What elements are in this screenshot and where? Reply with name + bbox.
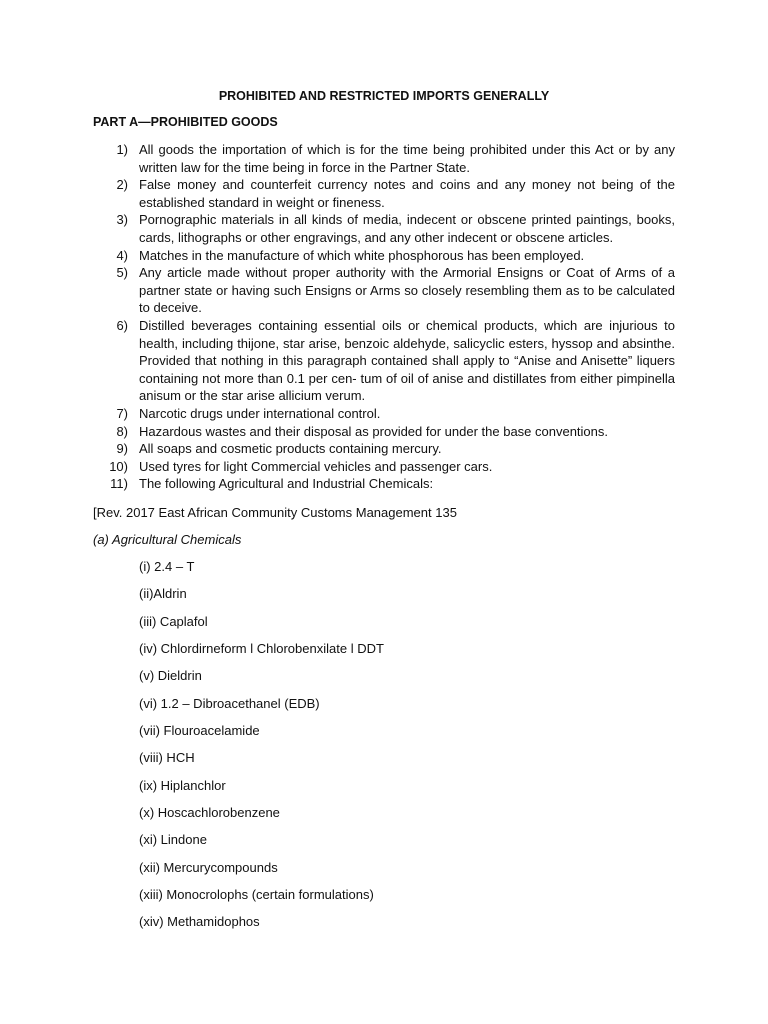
item-text: Any article made without proper authority with the Armorial Ensigns or Coat of Arms of a partner state or having such Ensigns or Arms so closely resembling them as to be calculated to deceive.	[139, 265, 675, 316]
chemical-item: (viii) HCH	[139, 750, 195, 766]
list-item	[93, 264, 675, 317]
revision-note: [Rev. 2017 East African Community Customs Management 135	[93, 505, 457, 520]
list-item	[93, 176, 675, 211]
agricultural-chemicals-heading: (a) Agricultural Chemicals	[93, 532, 242, 547]
chemical-item: (ii)Aldrin	[139, 586, 187, 602]
chemical-item: (v) Dieldrin	[139, 668, 202, 684]
chemical-item: (iv) Chlordirneform l Chlorobenxilate l DDT	[139, 641, 384, 657]
item-number: 9)	[116, 441, 128, 457]
item-text: Matches in the manufacture of which white phosphorous has been employed.	[139, 247, 585, 263]
item-number: 7)	[116, 405, 128, 421]
prohibited-goods-list	[93, 141, 675, 493]
list-item	[93, 423, 675, 441]
item-text: The following Agricultural and Industrial Chemicals:	[139, 476, 434, 492]
item-text: Distilled beverages containing essential oils or chemical products, which are injurious to health, including thijone, star arise, benzoic aldehyde, salicyclic esters, hyssop and absinthe. Provided that nothing in this paragraph contained shall apply to “Anise and Anisette” liquers containing not more than 0.1 per cen- tum of oil of anise and distillates from either pimpinella anisum or the star arise allicium verum.	[139, 317, 675, 404]
chemical-item: (vi) 1.2 – Dibroacethanel (EDB)	[139, 695, 320, 711]
list-item	[93, 211, 675, 246]
chemical-item: (i) 2.4 – T	[139, 559, 195, 574]
list-item	[93, 405, 675, 423]
item-text: Used tyres for light Commercial vehicles and passenger cars.	[139, 458, 493, 474]
chemical-item: (xi) Lindone	[139, 832, 207, 848]
item-number: 2)	[116, 177, 128, 193]
chemical-item: (xii) Mercurycompounds	[139, 859, 278, 875]
document-title: PROHIBITED AND RESTRICTED IMPORTS GENERALLY	[218, 89, 550, 103]
item-number: 11)	[110, 476, 128, 492]
item-number: 8)	[116, 423, 128, 439]
list-item	[93, 247, 675, 265]
chemical-item: (x) Hoscachlorobenzene	[139, 805, 280, 821]
chemical-item: (xiii) Monocrolophs (certain formulations)	[139, 887, 374, 903]
item-number: 10)	[109, 458, 128, 474]
item-text: Hazardous wastes and their disposal as provided for under the base conventions.	[139, 423, 609, 439]
item-text: Narcotic drugs under international control.	[139, 405, 381, 421]
chemical-item: (ix) Hiplanchlor	[139, 777, 226, 793]
item-number: 3)	[116, 212, 128, 228]
list-item	[93, 141, 675, 176]
item-text: False money and counterfeit currency notes and coins and any money not being of the established standard in weight or fineness.	[139, 177, 675, 210]
item-text: All soaps and cosmetic products containing mercury.	[139, 441, 442, 457]
chemical-item: (xiv) Methamidophos	[139, 914, 260, 930]
item-number: 1)	[116, 142, 128, 157]
item-number: 5)	[116, 265, 128, 281]
chemicals-list	[139, 558, 384, 941]
chemical-item: (vii) Flouroacelamide	[139, 723, 260, 739]
list-item	[93, 458, 675, 476]
part-a-heading: PART A—PROHIBITED GOODS	[93, 115, 278, 129]
item-number: 4)	[116, 247, 128, 263]
list-item	[93, 440, 675, 458]
chemical-item: (iii) Caplafol	[139, 613, 208, 629]
list-item	[93, 317, 675, 405]
item-number: 6)	[116, 317, 128, 333]
item-text: All goods the importation of which is for the time being prohibited under this Act or by any written law for the time being in force in the Partner State.	[139, 142, 675, 175]
item-text: Pornographic materials in all kinds of media, indecent or obscene printed paintings, books, cards, lithographs or other engravings, and any other indecent or obscene articles.	[139, 212, 675, 245]
list-item	[93, 475, 675, 493]
